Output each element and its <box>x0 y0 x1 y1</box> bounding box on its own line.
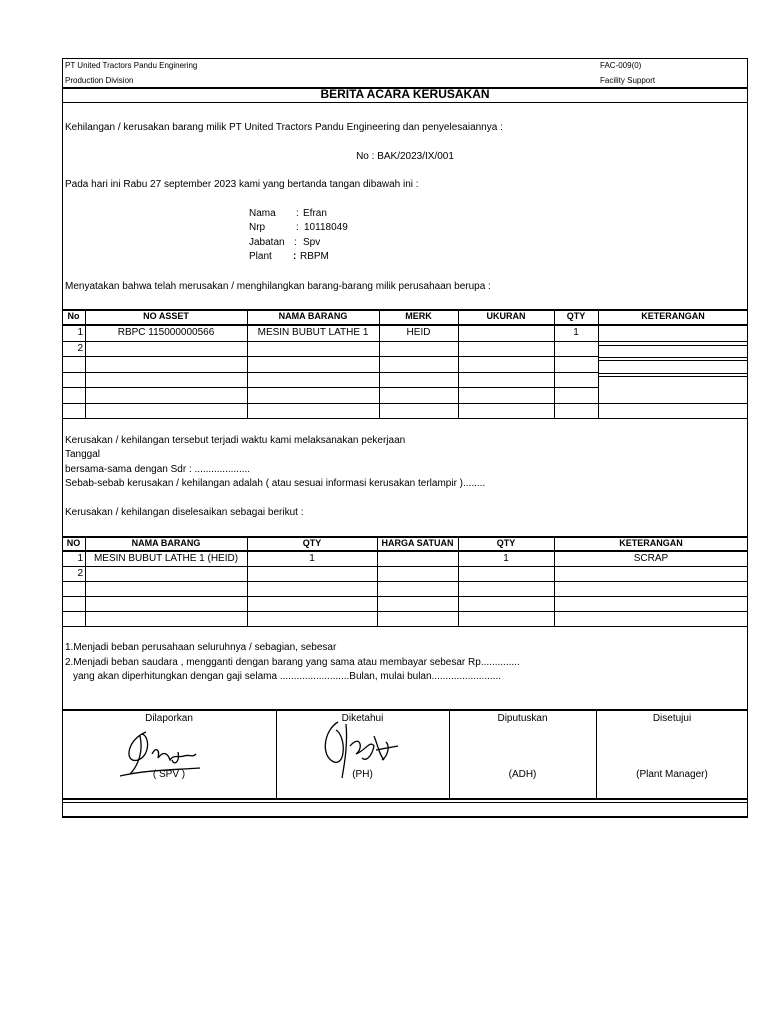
signature-heading: Dilaporkan <box>145 713 193 724</box>
row-merk: HEID <box>406 327 431 338</box>
row-nama-barang: MESIN BUBUT LATHE 1 <box>257 327 369 338</box>
row-qty: 1 <box>309 553 315 564</box>
signature-mark-ph <box>316 716 406 786</box>
row-qty-2: 1 <box>503 553 509 564</box>
company-name: PT United Tractors Pandu Enginering <box>65 61 198 70</box>
col-qty: QTY <box>566 311 586 321</box>
row-qty: 1 <box>573 327 579 338</box>
col-keterangan: KETERANGAN <box>619 538 683 548</box>
nrp-value: 10118049 <box>304 222 348 233</box>
cause-line-3: bersama-sama dengan Sdr : .................... <box>65 464 251 475</box>
page-title: BERITA ACARA KERUSAKAN <box>320 87 490 101</box>
name-label: Nama <box>249 208 276 219</box>
form-code: FAC-009(0) <box>600 61 642 70</box>
plant-value: RBPM <box>300 251 329 262</box>
jabatan-sep: : <box>294 237 297 248</box>
signature-role: (PH) <box>352 769 373 780</box>
row-keterangan: SCRAP <box>633 553 669 564</box>
statement-line: Menyatakan bahwa telah merusakan / menghilangkan barang-barang milik perusahaan berupa : <box>65 281 491 292</box>
row-no: 2 <box>77 343 83 354</box>
row-no: 1 <box>77 327 83 338</box>
signature-heading: Disetujui <box>652 713 692 724</box>
col-no: NO <box>66 538 81 548</box>
signature-mark-spv <box>116 724 206 782</box>
nrp-sep: : <box>296 222 299 233</box>
intro-line: Kehilangan / kerusakan barang milik PT United Tractors Pandu Engineering dan penyelesaiannya : <box>65 122 503 133</box>
settlement-line-1: 1.Menjadi beban perusahaan seluruhnya / sebagian, sebesar <box>65 642 337 653</box>
col-keterangan: KETERANGAN <box>641 311 705 321</box>
division-name: Production Division <box>65 76 134 85</box>
col-nama-barang: NAMA BARANG <box>131 538 201 548</box>
col-ukuran: UKURAN <box>486 311 526 321</box>
cause-line-4: Sebab-sebab kerusakan / kehilangan adalah ( atau sesuai informasi kerusakan terlampir )........ <box>65 478 486 489</box>
name-value: Efran <box>303 208 327 219</box>
col-asset: NO ASSET <box>143 311 189 321</box>
cause-line-1: Kerusakan / kehilangan tersebut terjadi waktu kami melaksanakan pekerjaan <box>65 435 406 446</box>
department-name: Facility Support <box>600 76 656 85</box>
col-qty: QTY <box>302 538 322 548</box>
settlement-line-3: yang akan diperhitungkan dengan gaji selama .........................Bulan, mulai bulan......................... <box>73 671 502 682</box>
settlement-line-2: 2.Menjadi beban saudara , mengganti dengan barang yang sama atau membayar sebesar Rp.............. <box>65 657 520 668</box>
signature-heading: Diketahui <box>341 713 384 724</box>
cause-line-5: Kerusakan / kehilangan diselesaikan sebagai berikut : <box>65 507 304 518</box>
col-merk: MERK <box>405 311 432 321</box>
document-number: No : BAK/2023/IX/001 <box>356 151 454 162</box>
signature-role: (Plant Manager) <box>636 769 708 780</box>
signature-role: (ADH) <box>508 769 537 780</box>
nrp-label: Nrp <box>249 222 266 233</box>
row-no: 2 <box>77 568 83 579</box>
jabatan-value: Spv <box>303 237 321 248</box>
col-nama-barang: NAMA BARANG <box>278 311 348 321</box>
row-nama-barang: MESIN BUBUT LATHE 1 (HEID) <box>93 553 239 564</box>
col-no: No <box>67 311 80 321</box>
row-no: 1 <box>77 553 83 564</box>
col-harga-satuan: HARGA SATUAN <box>381 538 454 548</box>
jabatan-label: Jabatan <box>249 237 285 248</box>
name-sep: : <box>296 208 299 219</box>
date-line: Pada hari ini Rabu 27 september 2023 kami yang bertanda tangan dibawah ini : <box>65 179 419 190</box>
cause-line-2: Tanggal <box>65 449 101 460</box>
plant-label: Plant <box>249 251 272 262</box>
signature-role: ( SPV ) <box>152 769 186 780</box>
signature-heading: Diputuskan <box>497 713 548 724</box>
col-qty-2: QTY <box>496 538 516 548</box>
plant-sep: : <box>293 251 297 262</box>
row-asset: RBPC 115000000566 <box>117 327 215 338</box>
